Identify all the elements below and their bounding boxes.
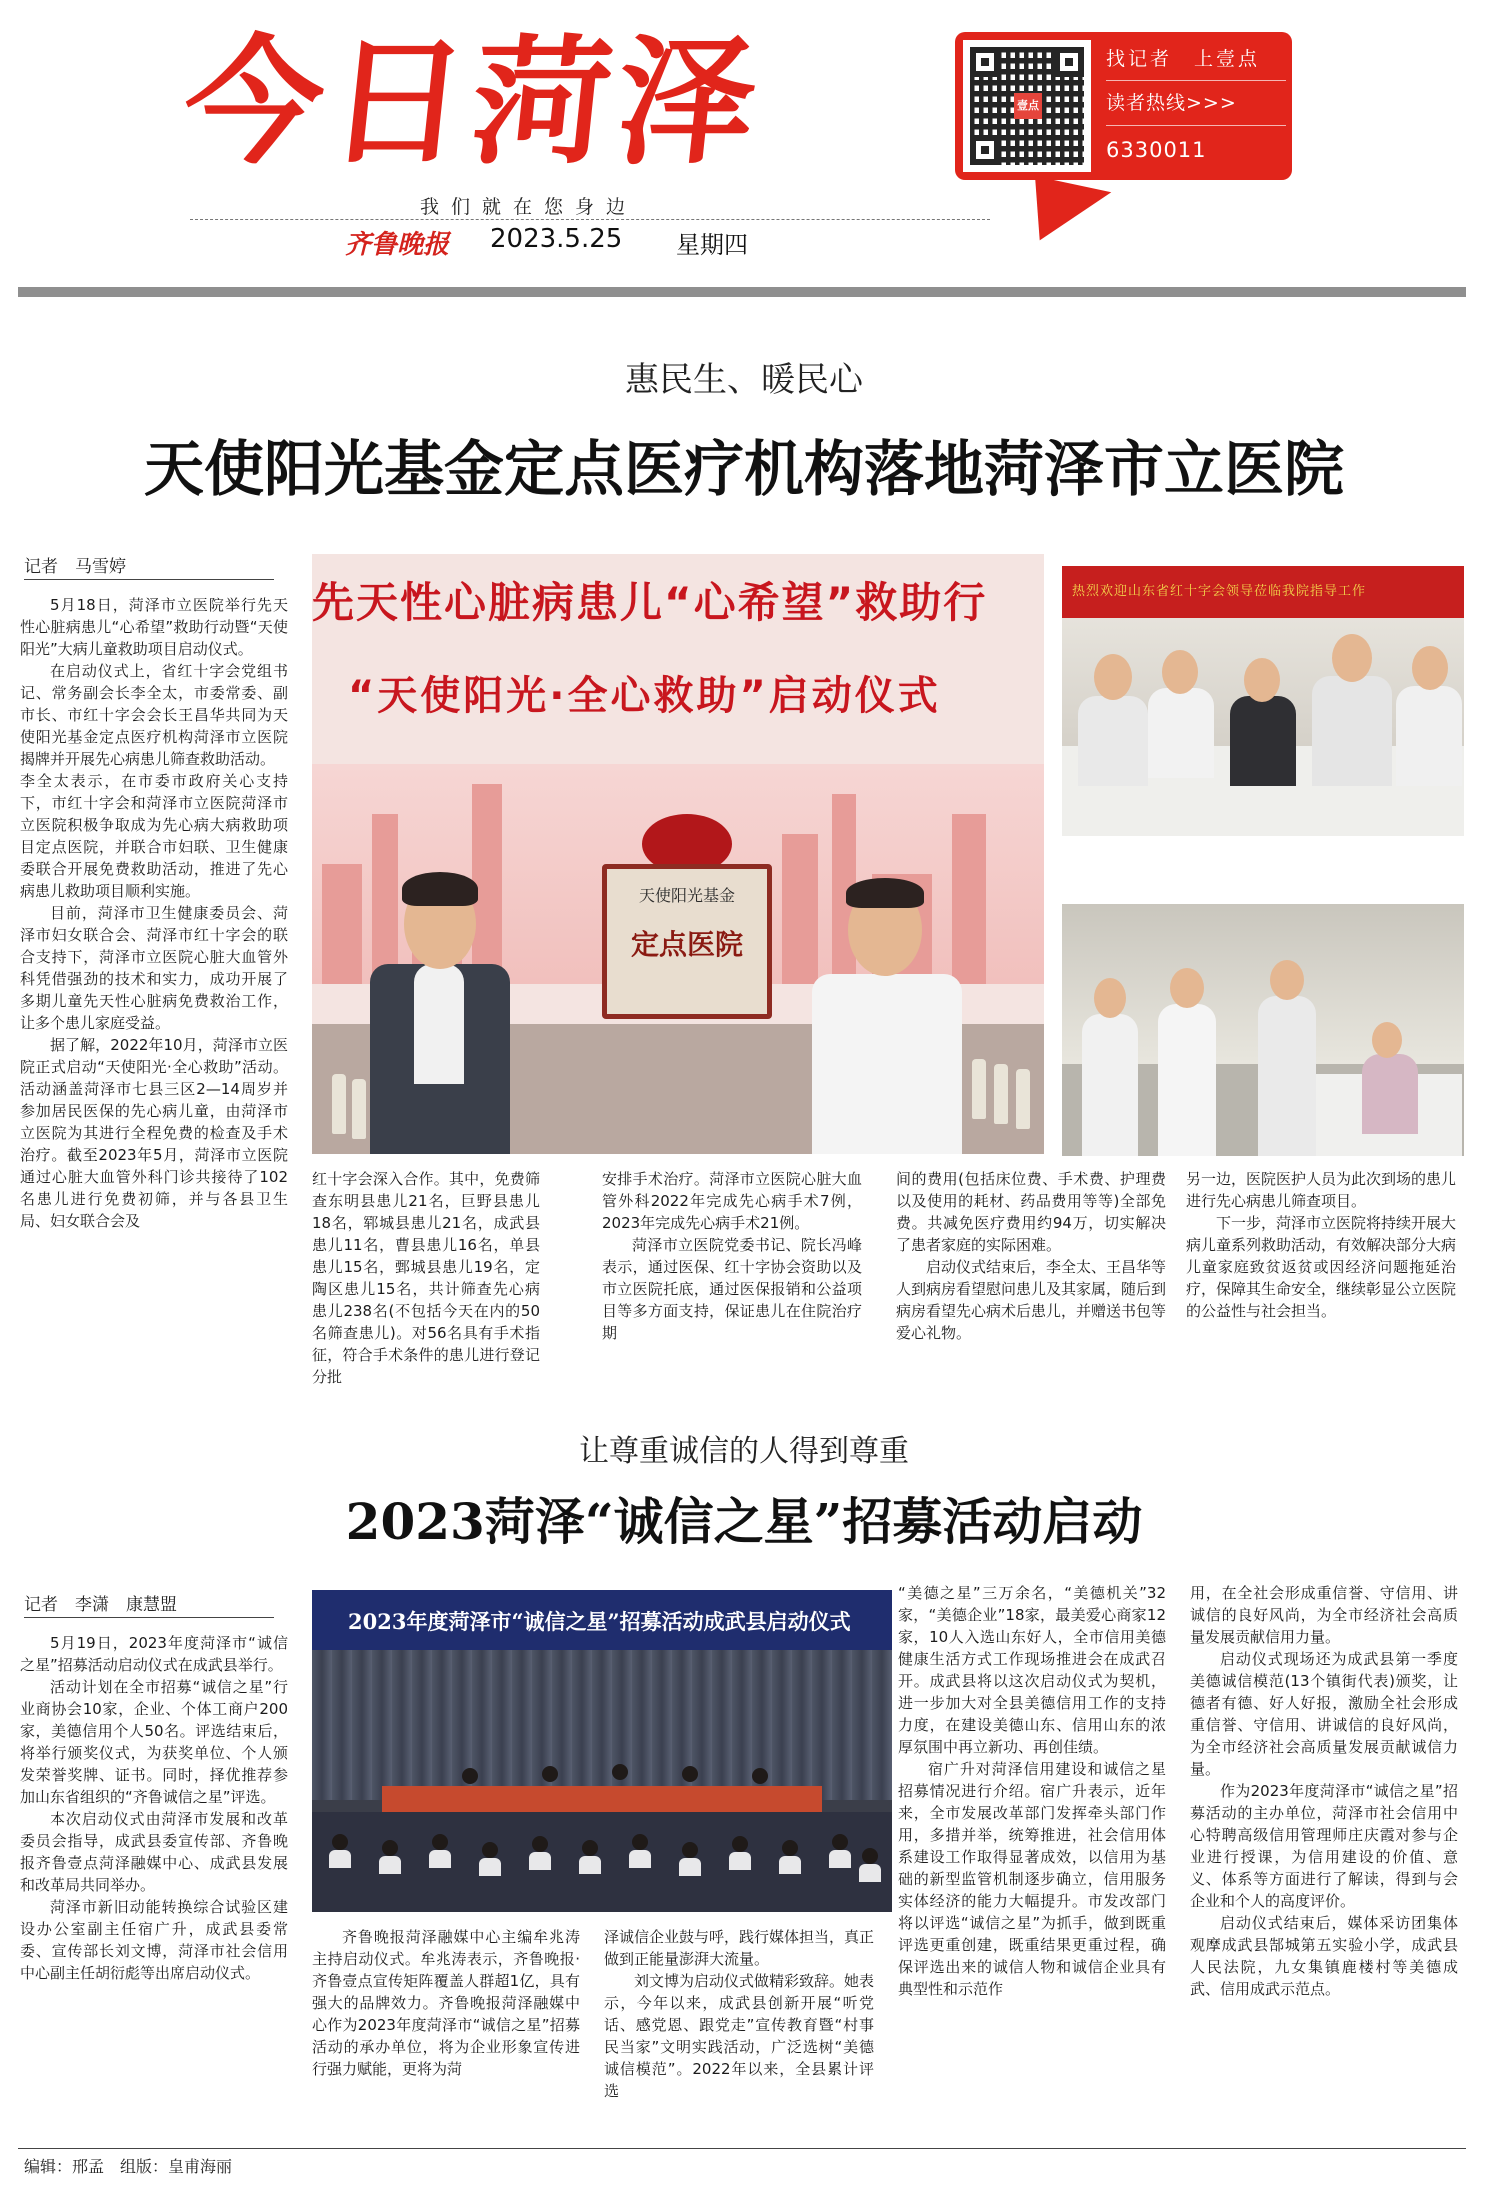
article1-byline: 记者 马雪婷	[24, 552, 274, 580]
audience-member	[382, 1840, 398, 1856]
hair	[846, 878, 924, 908]
paragraph: 李全太表示，在市委市政府关心支持下，市红十字会和菏泽市立医院菏泽市立医院积极争取成为先心病大病救助项目定点医院，并联合市妇联、卫生健康委联合开展免费救助活动，推进了先心病患儿救助项目顺利实施。	[20, 772, 288, 900]
qr-finder	[970, 135, 1000, 165]
audience-member	[732, 1836, 748, 1852]
shirt	[1312, 676, 1392, 786]
callout-divider	[1106, 125, 1286, 126]
paragraph: 刘文博为启动仪式做精彩致辞。她表示，今年以来，成武县创新开展“听党话、感党恩、跟党走”宣传教育暨“村事民当家”文明实践活动，广泛选树“美德诚信模范”。2022年以来，全县累计评选	[604, 1972, 874, 2100]
paragraph: 用，在全社会形成重信誉、守信用、讲诚信的良好风尚，为全市经济社会高质量发展贡献信用力量。	[1190, 1584, 1458, 1646]
paragraph: 5月19日，2023年度菏泽市“诚信之星”招募活动启动仪式在成武县举行。	[20, 1634, 288, 1674]
speaker-table	[382, 1786, 822, 1812]
audience-member	[859, 1864, 881, 1882]
audience-member	[529, 1852, 551, 1870]
shirt	[1082, 1014, 1138, 1156]
audience-member	[432, 1834, 448, 1850]
skyline-building	[322, 864, 362, 984]
paragraph: 安排手术治疗。菏泽市立医院心脏大血管外科2022年完成先心病手术7例，2023年完成先心病手术21例。	[602, 1170, 862, 1232]
masthead-divider	[190, 219, 990, 220]
meeting-photo	[1062, 566, 1464, 836]
paragraph: 据了解，2022年10月，菏泽市立医院正式启动“天使阳光·全心救助”活动。活动涵盖菏泽市七县三区2—14周岁并参加居民医保的先心病儿童，由菏泽市立医院为其进行全程免费的检查及手术治疗。截至2023年5月，菏泽市立医院通过心脏大血管外科门诊共接待了102名患儿进行免费初筛，并与各县卫生局、妇女联合会及	[20, 1036, 288, 1230]
face	[1412, 646, 1448, 690]
face	[1094, 978, 1126, 1018]
article2-column-3	[604, 1926, 874, 2142]
paper-name-logo: 齐鲁晚报	[345, 230, 450, 260]
callout-tail	[1022, 176, 1111, 253]
editor-credits: 编辑：邢孟 组版：皇甫海丽	[24, 2157, 233, 2176]
audience-member	[629, 1850, 651, 1868]
skyline-building	[782, 834, 818, 984]
audience-member	[782, 1840, 798, 1856]
audience-member	[582, 1840, 598, 1856]
article1-column-3	[602, 1168, 862, 1398]
speaker	[612, 1764, 628, 1780]
qr-finder	[970, 47, 1000, 77]
shirt	[1148, 688, 1214, 778]
article1-column-2	[312, 1168, 540, 1398]
article2-column-5	[1190, 1582, 1458, 2142]
paragraph: 泽诚信企业鼓与呼，践行媒体担当，真正做到正能量澎湃大流量。	[604, 1928, 874, 1968]
photo-banner-line-1: 先天性心脏病患儿“心希望”救助行	[312, 578, 988, 627]
paragraph: 在启动仪式上，省红十字会党组书记、常务副会长李全太，市委常委、副市长、市红十字会会长王昌华共同为天使阳光基金定点医疗机构菏泽市立医院揭牌并开展先心病患儿筛查救助活动。	[20, 662, 288, 768]
water-bottle	[972, 1059, 986, 1119]
paragraph: 启动仪式现场还为成武县第一季度美德诚信模范(13个镇街代表)颁奖，让德者有德、好人好报，激励全社会形成重信誉、守信用、讲诚信的良好风尚，为全市经济社会高质量发展贡献诚信力量。	[1190, 1650, 1458, 1778]
plaque-line-2: 定点医院	[630, 928, 743, 961]
paragraph: 启动仪式结束后，李全太、王昌华等人到病房看望慰问患儿及其家属，随后到病房看望先心病术后患儿，并赠送书包等爱心礼物。	[896, 1258, 1166, 1342]
footer-rule	[18, 2148, 1466, 2149]
face	[1162, 650, 1198, 694]
paragraph: 下一步，菏泽市立医院将持续开展大病儿童系列救助活动，有效解决部分大病儿童家庭致贫返贫或因经济问题拖延治疗，保障其生命安全，继续彰显公立医院的公益性与社会担当。	[1186, 1214, 1456, 1320]
paragraph: 红十字会深入合作。其中，免费筛查东明县患儿21名，巨野县患儿18名，郓城县患儿21名，成武县患儿11名，曹县患儿16名，单县患儿15名，鄄城县患儿19名，定陶区患儿15名，共计筛查先心病患儿238名(不包括今天在内的50名筛查患儿)。对56名具有手术指征，符合手术条件的患儿进行登记分批	[312, 1170, 540, 1386]
paragraph: 作为2023年度菏泽市“诚信之星”招募活动的主办单位，菏泽市社会信用中心特聘高级信用管理师庄庆霞对参与企业进行授课，为信用建设的价值、意义、体系等方面进行了解读，得到与会企业和个人的高度评价。	[1190, 1782, 1458, 1910]
article1-column-4	[896, 1168, 1166, 1398]
shirt	[1362, 1054, 1418, 1134]
article2-column-2	[312, 1926, 580, 2142]
audience-member	[429, 1850, 451, 1868]
article2-column-4	[898, 1582, 1166, 2142]
paragraph: 目前，菏泽市卫生健康委员会、菏泽市妇女联合会、菏泽市红十字会的联合支持下，菏泽市立医院心脏大血管外科凭借强劲的技术和实力，成功开展了多期儿童先天性心脏病免费救治工作，让多个患儿家庭受益。	[20, 904, 288, 1032]
publication-date: 2023.5.25	[490, 224, 623, 254]
paragraph: 启动仪式结束后，媒体采访团集体观摩成武县郜城第五实验小学，成武县人民法院，九女集镇鹿楼村等美德成武、信用成武示范点。	[1190, 1914, 1458, 1998]
ward-visit-photo	[1062, 904, 1464, 1156]
paragraph: “美德之星”三万余名，“美德机关”32家，“美德企业”18家，最美爱心商家12家，10人入选山东好人，全市信用美德健康生活方式工作现场推进会在成武召开。成武县将以这次启动仪式为契机，进一步加大对全县美德信用工作的支持力度，在建设美德山东、信用山东的浓厚氛围中再立新功、再创佳绩。	[898, 1584, 1166, 1756]
shirt	[812, 974, 962, 1154]
paragraph: 菏泽市立医院党委书记、院长冯峰表示，通过医保、红十字协会资助以及市立医院托底，通过医保报销和公益项目等多方面支持，保证患儿在住院治疗期	[602, 1236, 862, 1342]
audience-member	[682, 1842, 698, 1858]
water-bottle	[352, 1079, 366, 1139]
masthead-logo: 今日菏泽	[176, 22, 770, 183]
audience-member	[329, 1850, 351, 1868]
shirt	[1396, 686, 1462, 786]
masthead-slogan: 我们就在您身边	[420, 196, 638, 218]
article2-byline: 记者 李潇 康慧盟	[24, 1590, 274, 1618]
stage-banner-text: 2023年度菏泽市“诚信之星”招募活动成武县启动仪式	[348, 1609, 851, 1634]
audience-member	[632, 1834, 648, 1850]
photo-banner-line-2: “天使阳光·全心救助”启动仪式	[348, 673, 941, 719]
article1-column-5	[1186, 1168, 1456, 1398]
plaque	[602, 864, 772, 1019]
face	[1244, 658, 1280, 702]
water-bottle	[332, 1074, 346, 1134]
paragraph: 活动计划在全市招募“诚信之星”行业商协会10家，企业、个体工商户200家，美德信用个人50名。评选结束后，将举行颁奖仪式，为获奖单位、个人颁发荣誉奖牌、证书。同时，择优推荐参加山东省组织的“齐鲁诚信之星”评选。	[20, 1678, 288, 1806]
article1-column-1	[20, 594, 288, 1394]
meeting-banner-text: 热烈欢迎山东省红十字会领导莅临我院指导工作	[1072, 584, 1367, 599]
audience-member	[579, 1856, 601, 1874]
audience-member	[729, 1852, 751, 1870]
skyline-building	[372, 814, 398, 984]
qr-pattern	[970, 47, 1084, 165]
paragraph: 菏泽市新旧动能转换综合试验区建设办公室副主任宿广升，成武县委常委、宣传部长刘文博，菏泽市社会信用中心副主任胡衍彪等出席启动仪式。	[20, 1898, 288, 1982]
face	[1094, 654, 1132, 700]
face	[1270, 960, 1304, 1000]
water-bottle	[994, 1064, 1008, 1124]
shirt	[1078, 696, 1148, 786]
audience-member	[832, 1834, 848, 1850]
audience-member	[482, 1842, 498, 1858]
speaker	[752, 1768, 768, 1784]
plaque-line-1: 天使阳光基金	[638, 886, 735, 905]
article2-headline: 2023菏泽“诚信之星”招募活动启动	[345, 1492, 1143, 1551]
speaker	[682, 1766, 698, 1782]
audience-member	[532, 1836, 548, 1852]
shirt	[1258, 996, 1316, 1156]
paragraph: 本次启动仪式由菏泽市发展和改革委员会指导，成武县委宣传部、齐鲁晚报齐鲁壹点菏泽融媒中心、成武县发展和改革局共同举办。	[20, 1810, 288, 1894]
callout-divider	[1106, 80, 1286, 81]
callout-line-2: 读者热线>>>	[1106, 92, 1237, 114]
qr-finder	[1054, 47, 1084, 77]
paragraph: 5月18日，菏泽市立医院举行先天性心脏病患儿“心希望”救助行动暨“天使阳光”大病儿童救助项目启动仪式。	[20, 596, 288, 658]
audience-member	[679, 1858, 701, 1876]
face	[1170, 968, 1204, 1008]
qr-code[interactable]	[963, 40, 1091, 172]
callout-hotline-number: 6330011	[1106, 138, 1207, 162]
paragraph: 间的费用(包括床位费、手术费、护理费以及使用的耗材、药品费用等等)全部免费。共减免医疗费用约94万，切实解决了患者家庭的实际困难。	[896, 1170, 1166, 1254]
speaker	[462, 1768, 478, 1784]
audience-member	[779, 1856, 801, 1874]
ceremony-photo	[312, 554, 1044, 1154]
suit	[1230, 696, 1296, 786]
audience-member	[479, 1858, 501, 1876]
launch-ceremony-photo	[312, 1590, 892, 1912]
audience-member	[862, 1848, 878, 1864]
masthead-rule	[18, 287, 1466, 297]
shirt	[1158, 1004, 1216, 1156]
publication-weekday: 星期四	[676, 231, 748, 259]
shirt	[414, 964, 464, 1084]
face	[1332, 634, 1372, 682]
paragraph: 齐鲁晚报菏泽融媒中心主编牟兆涛主持启动仪式。牟兆涛表示，齐鲁晚报·齐鲁壹点宣传矩阵覆盖人群超1亿，具有强大的品牌效力。齐鲁晚报菏泽融媒中心作为2023年度菏泽市“诚信之星”招募活动的承办单位，将为企业形象宣传进行强力赋能，更将为菏	[312, 1928, 580, 2078]
audience-member	[829, 1850, 851, 1868]
face	[1372, 1022, 1402, 1058]
audience-member	[379, 1856, 401, 1874]
water-bottle	[1016, 1069, 1030, 1129]
hair	[402, 872, 478, 906]
paragraph: 另一边，医院医护人员为此次到场的患儿进行先心病患儿筛查项目。	[1186, 1170, 1456, 1210]
article2-kicker: 让尊重诚信的人得到尊重	[579, 1434, 909, 1469]
audience-member	[332, 1834, 348, 1850]
qr-center-logo: 壹点	[1014, 93, 1042, 119]
speaker	[542, 1766, 558, 1782]
stage-curtain	[312, 1650, 892, 1800]
article2-column-1	[20, 1632, 288, 2142]
article1-kicker: 惠民生、暖民心	[625, 360, 863, 400]
paragraph: 宿广升对菏泽信用建设和诚信之星招募情况进行介绍。宿广升表示，近年来，全市发展改革部门发挥牵头部门作用，多措并举，统筹推进，社会信用体系建设工作取得显著成效，以信用为基础的新型监管机制逐步确立，信用服务实体经济的能力大幅提升。市发改部门将以评选“诚信之星”为抓手，做到既重评选更重创建，既重结果更重过程，确保评选出来的诚信人物和诚信企业具有典型性和示范作	[898, 1760, 1166, 1998]
callout-line-1: 找记者 上壹点	[1106, 48, 1261, 70]
article1-headline: 天使阳光基金定点医疗机构落地菏泽市立医院	[144, 435, 1344, 505]
skyline-building	[952, 814, 986, 984]
